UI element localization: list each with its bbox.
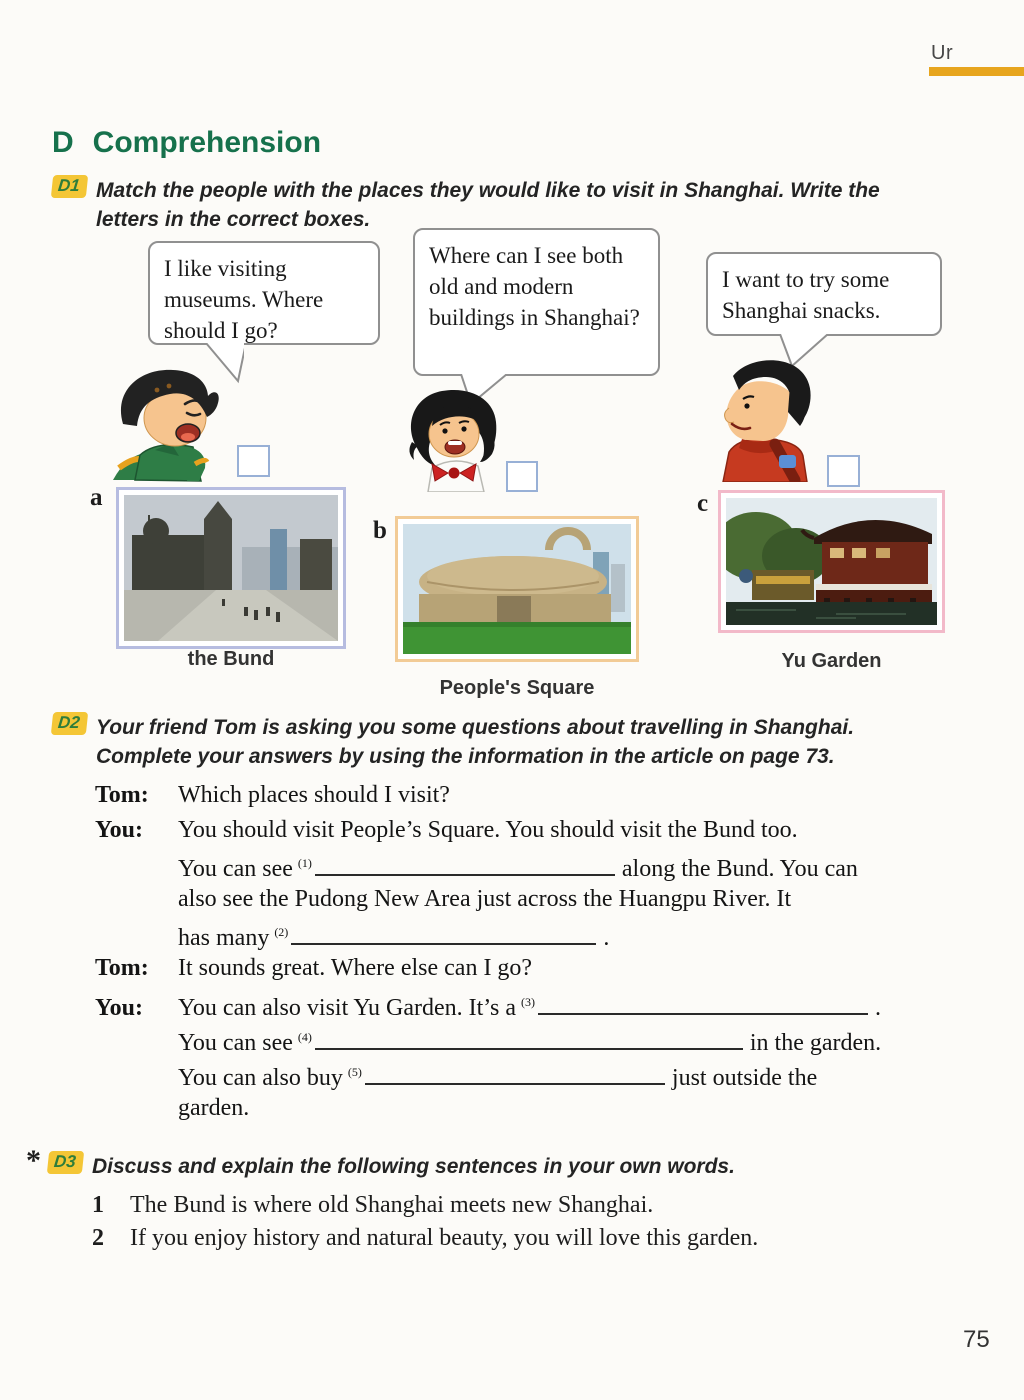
d3-sentence-2 (92, 1225, 932, 1252)
d1-instruction-line2: letters in the correct boxes. (96, 208, 371, 231)
blank-number: (4) (297, 1030, 312, 1045)
dialogue-text: in the garden. (749, 1030, 882, 1057)
dialogue-text: . (874, 995, 881, 1022)
dialogue-text: You should visit People’s Square. You should visit the Bund too. (178, 817, 798, 843)
section-title: Comprehension (92, 126, 322, 159)
item-text: The Bund is where old Shanghai meets new Shanghai. (130, 1192, 654, 1218)
fill-blank-4[interactable] (315, 1025, 743, 1050)
optional-asterisk: * (26, 1144, 41, 1177)
item-number: 1 (92, 1192, 104, 1218)
dialogue-row (95, 851, 935, 883)
dialogue-text: . (603, 925, 610, 952)
speaker-label: Tom: (95, 955, 149, 981)
speaker-label: You: (95, 817, 144, 843)
dialogue-text: along the Bund. You can (621, 856, 858, 883)
dialogue-row (95, 1025, 935, 1057)
dialogue-text: You can also buy (178, 1065, 343, 1092)
dialogue-row (95, 782, 935, 809)
dialogue-text: You can see (178, 1030, 293, 1057)
d2-badge: D2 (51, 712, 88, 735)
answer-box-buildings[interactable] (506, 461, 538, 492)
blank-number: (3) (520, 995, 535, 1010)
photo-label-a: a (90, 484, 103, 511)
blank-number: (5) (347, 1065, 362, 1080)
photo-peoples-square (395, 516, 639, 662)
fill-blank-5[interactable] (365, 1060, 665, 1085)
answer-box-snacks[interactable] (827, 455, 860, 487)
d2-instruction-line1: Your friend Tom is asking you some questions about travelling in Shanghai. (96, 716, 855, 739)
photo-caption-peoples-square: People's Square (439, 677, 595, 699)
dialogue-text: It sounds great. Where else can I go? (178, 955, 533, 981)
item-number: 2 (92, 1225, 104, 1251)
dialogue-text: garden. (178, 1095, 250, 1121)
photo-the-bund (116, 487, 346, 649)
dialogue-row (95, 955, 935, 982)
unit-header-text: Ur (931, 42, 954, 64)
speech-bubble-snacks: I want to try some Shanghai snacks. (706, 252, 942, 336)
dialogue-text: You can also visit Yu Garden. It’s a (178, 995, 516, 1022)
d1-instruction-line1: Match the people with the places they would like to visit in Shanghai. Write the (96, 179, 880, 202)
dialogue-row (95, 1060, 935, 1092)
item-text: If you enjoy history and natural beauty, you will love this garden. (130, 1225, 759, 1251)
speech-bubble-buildings: Where can I see both old and modern buildings in Shanghai? (413, 228, 660, 376)
fill-blank-3[interactable] (538, 990, 868, 1015)
dialogue-text: Which places should I visit? (178, 782, 450, 808)
d1-instruction (96, 176, 916, 234)
blank-number: (1) (297, 856, 312, 871)
answer-box-museums[interactable] (237, 445, 270, 477)
page-number: 75 (963, 1326, 990, 1353)
header-accent-bar (929, 67, 1024, 76)
dialogue-text: also see the Pudong New Area just across the Huangpu River. It (178, 886, 792, 912)
fill-blank-1[interactable] (315, 851, 615, 876)
blank-number: (2) (274, 925, 289, 940)
photo-label-b: b (373, 517, 387, 544)
dialogue-row (95, 886, 935, 913)
dialogue-text: just outside the (671, 1065, 818, 1092)
dialogue-row (95, 990, 935, 1022)
d3-sentence-1 (92, 1192, 932, 1219)
character-girl-buildings (398, 384, 510, 492)
speaker-label: You: (95, 995, 144, 1022)
d3-instruction: Discuss and explain the following sentences in your own words. (92, 1155, 735, 1178)
photo-caption-yu-garden: Yu Garden (781, 650, 882, 672)
speech-bubble-museums: I like visiting museums. Where should I go? (148, 241, 380, 345)
section-letter: D (52, 126, 74, 159)
d2-instruction (96, 713, 926, 771)
dialogue-text: You can see (178, 856, 293, 883)
character-boy-snacks (705, 352, 821, 482)
photo-caption-the-bund: the Bund (187, 648, 275, 670)
section-heading (52, 126, 321, 160)
character-boy-museums (95, 360, 237, 482)
d2-instruction-line2: Complete your answers by using the information in the article on page 73. (96, 745, 835, 768)
photo-label-c: c (697, 490, 709, 517)
dialogue-row (95, 1095, 935, 1122)
dialogue-text: has many (178, 925, 270, 952)
d3-badge: D3 (47, 1151, 84, 1174)
d1-badge: D1 (51, 175, 88, 198)
speaker-label: Tom: (95, 782, 149, 808)
dialogue-row (95, 920, 935, 952)
dialogue-row (95, 817, 935, 844)
fill-blank-2[interactable] (291, 920, 596, 945)
photo-yu-garden (718, 490, 945, 633)
